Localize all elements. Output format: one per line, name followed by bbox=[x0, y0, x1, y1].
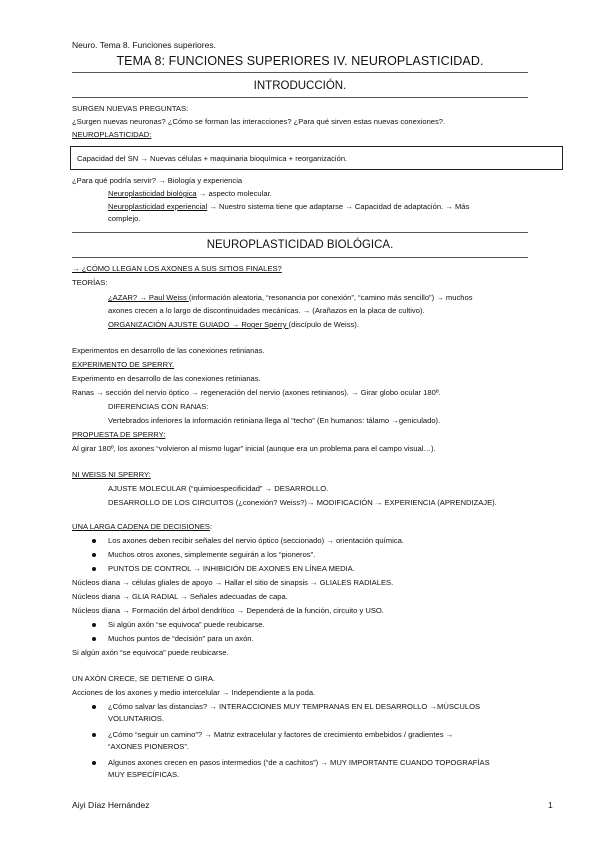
footer-author: Aiyi Díaz Hernández bbox=[72, 800, 150, 810]
sperry-experiment-heading: EXPERIMENTO DE SPERRY. bbox=[72, 360, 175, 369]
bio-rule-bottom bbox=[72, 257, 528, 258]
bio-rule-top bbox=[72, 232, 528, 233]
final-item-1-line-1: ¿Cómo salvar las distancias? → INTERACCIONES MUY TEMPRANAS EN EL DESARROLLO →MÚSCULOS bbox=[108, 702, 481, 711]
intro-rule bbox=[72, 97, 528, 98]
definition-box bbox=[70, 146, 563, 170]
sperry-line bbox=[108, 320, 359, 330]
experiments-text: Experimentos en desarrollo de las conexiones retinianas. bbox=[72, 346, 265, 355]
theories-label: TEORÍAS: bbox=[72, 278, 108, 287]
exp-line bbox=[108, 202, 469, 212]
decision-item-2: Muchos otros axones, simplemente seguirán a los “pioneros”. bbox=[108, 550, 316, 559]
final-item-2-line-2: “AXONES PIONEROS”. bbox=[108, 742, 190, 751]
nuclei-item-2: Muchos puntos de “decisión” para un axón. bbox=[108, 634, 254, 643]
bio-rest: → aspecto molecular. bbox=[196, 189, 272, 198]
decisions-heading: UNA LARGA CADENA DE DECISIONES bbox=[72, 522, 210, 531]
exp-rest-2: complejo. bbox=[108, 214, 141, 223]
axon-question: → ¿CÓMO LLEGAN LOS AXONES A SUS SITIOS FINALES? bbox=[72, 264, 282, 273]
bullet-3 bbox=[92, 567, 96, 571]
bio-label: Neuroplasticidad biológica bbox=[108, 189, 197, 198]
purpose-text: ¿Para qué podría servir? → Biología y experiencia bbox=[72, 176, 243, 185]
bio-line bbox=[108, 189, 272, 199]
circuit-development: DESARROLLO DE LOS CIRCUITOS (¿conexión? Weiss?)→ MODIFICACIÓN → EXPERIENCIA (APRENDIZAJE). bbox=[108, 498, 497, 507]
exp-label: Neuroplasticidad experiencial bbox=[108, 202, 208, 211]
bullet-7 bbox=[92, 733, 96, 737]
decision-item-3: PUNTOS DE CONTROL → INHIBICIÓN DE AXONES EN LÍNEA MEDIA. bbox=[108, 564, 355, 573]
decision-item-1: Los axones deben recibir señales del nervio óptico (seccionado) → orientación química. bbox=[108, 536, 404, 545]
nuclei-text-2: Núcleos diana → GLIA RADIAL → Señales adecuadas de capa. bbox=[72, 592, 288, 601]
bullet-1 bbox=[92, 539, 96, 543]
sperry-proposal-heading: PROPUESTA DE SPERRY: bbox=[72, 430, 166, 439]
mistake-text: Si algún axón “se equivoca” puede reubicarse. bbox=[72, 648, 229, 657]
bullet-2 bbox=[92, 553, 96, 557]
frogs-text: Ranas → sección del nervio óptico → regeneración del nervio (axones retinianos). → Girar globo ocular 180º. bbox=[72, 388, 441, 397]
weiss-rest-2: axones crecen a lo largo de discontinuidades mecánicas. → (Arañazos en la placa de cultivo). bbox=[108, 306, 425, 315]
actions-text: Acciones de los axones y medio intercelular → Independiente a la poda. bbox=[72, 688, 316, 697]
nuclei-item-1: Si algún axón “se equivoca” puede reubicarse. bbox=[108, 620, 265, 629]
final-item-3-line-1: Algunos axones crecen en pasos intermedios (“de a cachitos”) → MUY IMPORTANTE CUANDO TOPOGRAFÍAS bbox=[108, 758, 490, 767]
sperry-label: ORGANIZACIÓN AJUSTE GUIADO → Roger Sperry bbox=[108, 320, 289, 329]
page-title: TEMA 8: FUNCIONES SUPERIORES IV. NEUROPLASTICIDAD. bbox=[116, 54, 484, 68]
decisions-colon: : bbox=[210, 522, 213, 531]
bullet-5 bbox=[92, 637, 96, 641]
axon-grows-text: UN AXÓN CRECE, SE DETIENE O GIRA. bbox=[72, 674, 216, 683]
final-item-1-line-2: VOLUNTARIOS. bbox=[108, 714, 164, 723]
final-item-2-line-1: ¿Cómo “seguir un camino”? → Matriz extracelular y factores de crecimiento embebidos / gradientes → bbox=[108, 730, 454, 739]
sperry-rest: (discípulo de Weiss). bbox=[288, 320, 359, 329]
differences-heading: DIFERENCIAS CON RANAS: bbox=[108, 402, 209, 411]
molecular-adjust: AJUSTE MOLECULAR (“quimioespecificidad” → DESARROLLO. bbox=[108, 484, 329, 493]
nuclei-text-1: Núcleos diana → células gliales de apoyo → Hallar el sitio de sinapsis → GLIALES RADIALES. bbox=[72, 578, 394, 587]
weiss-rest: (información aleatoria, “resonancia por conexión”, “camino más sencillo”) → muchos bbox=[188, 293, 473, 302]
bullet-4 bbox=[92, 623, 96, 627]
questions-text: ¿Surgen nuevas neuronas? ¿Cómo se forman las interacciones? ¿Para qué sirven estas nuevas conexiones?. bbox=[72, 117, 446, 126]
intro-heading: INTRODUCCIÓN. bbox=[253, 80, 347, 92]
sperry-proposal-text: Al girar 180º, los axones “volvieron al mismo lugar” inicial (aunque era un problema para el campo visual…). bbox=[72, 444, 436, 453]
neither-heading: NI WEISS NI SPERRY: bbox=[72, 470, 151, 479]
definition-text: Capacidad del SN → Nuevas células + maquinaria bioquímica + reorganización. bbox=[77, 154, 348, 163]
doc-header-label: Neuro. Tema 8. Funciones superiores. bbox=[72, 40, 216, 50]
neuroplasticity-heading: NEUROPLASTICIDAD: bbox=[72, 130, 152, 139]
weiss-line bbox=[108, 293, 473, 303]
decisions-line bbox=[72, 522, 212, 532]
vertebrates-text: Vertebrados inferiores la información retiniana llega al “techo” (En humanos: tálamo →geniculado). bbox=[108, 416, 441, 425]
exp-rest: → Nuestro sistema tiene que adaptarse → Capacidad de adaptación. → Más bbox=[207, 202, 470, 211]
bio-heading: NEUROPLASTICIDAD BIOLÓGICA. bbox=[206, 239, 394, 251]
bullet-8 bbox=[92, 761, 96, 765]
footer-page-number: 1 bbox=[548, 800, 553, 810]
experiment-text: Experimento en desarrollo de las conexiones retinianas. bbox=[72, 374, 261, 383]
title-rule bbox=[72, 72, 528, 73]
nuclei-text-3: Núcleos diana → Formación del árbol dendrítico → Dependerá de la función, circuito y USO. bbox=[72, 606, 384, 615]
weiss-label: ¿AZAR? → Paul Weiss bbox=[108, 293, 189, 302]
final-item-3-line-2: MUY ESPECÍFICAS. bbox=[108, 770, 180, 779]
questions-heading: SURGEN NUEVAS PREGUNTAS: bbox=[72, 104, 189, 113]
bullet-6 bbox=[92, 705, 96, 709]
